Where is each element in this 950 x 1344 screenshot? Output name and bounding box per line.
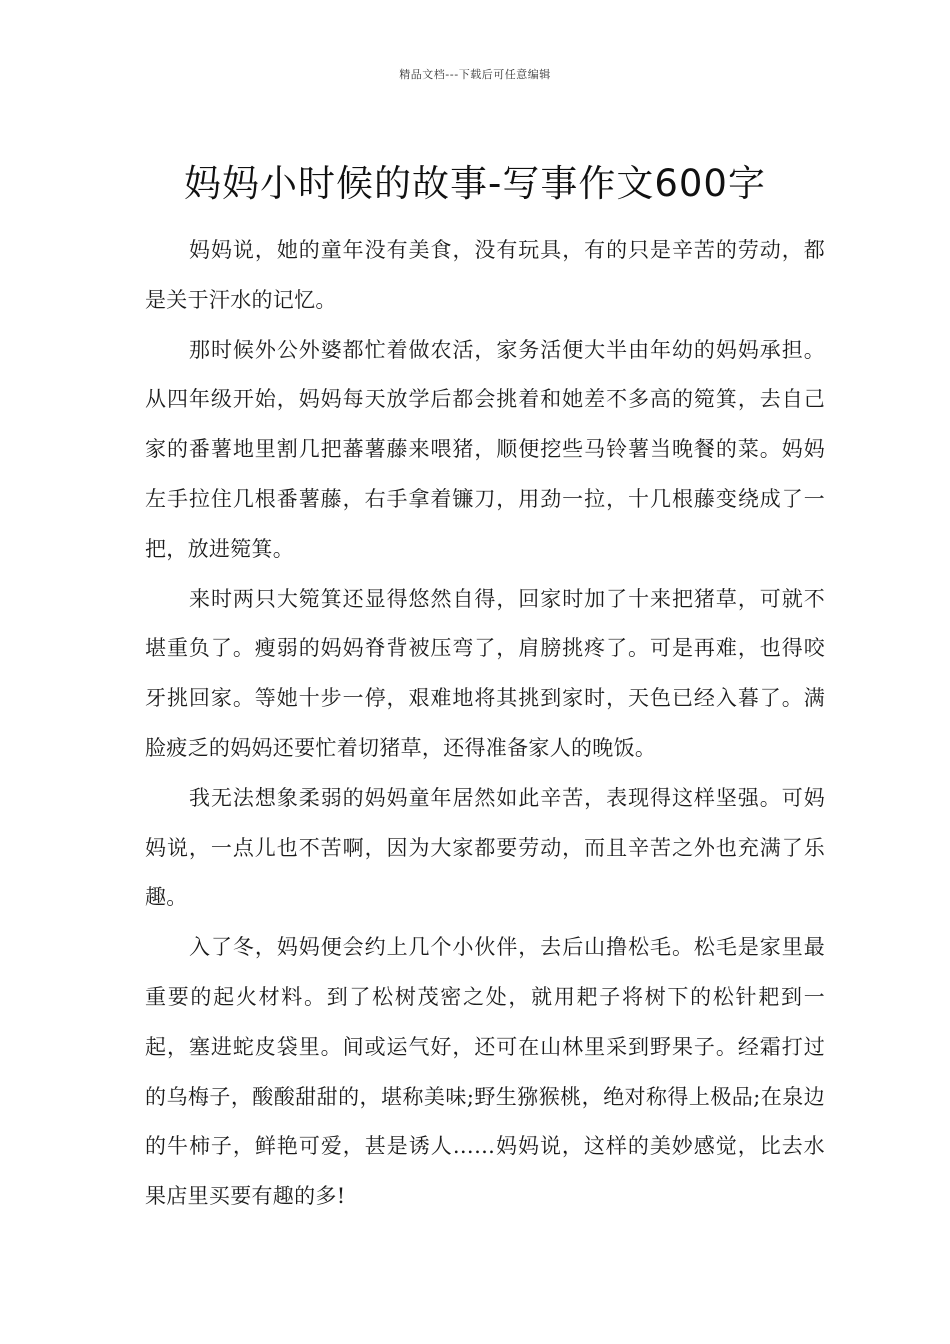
header-note: 精品文档---下载后可任意编辑 xyxy=(399,68,551,81)
paragraph-4: 我无法想象柔弱的妈妈童年居然如此辛苦，表现得这样坚强。可妈妈说，一点儿也不苦啊，因为大家都要劳动，而且辛苦之外也充满了乐趣。 xyxy=(145,785,825,910)
paragraph-1: 妈妈说，她的童年没有美食，没有玩具，有的只是辛苦的劳动，都是关于汗水的记忆。 xyxy=(145,238,825,312)
article-body xyxy=(145,226,825,1222)
paragraph-2: 那时候外公外婆都忙着做农活，家务活便大半由年幼的妈妈承担。从四年级开始，妈妈每天放学后都会挑着和她差不多高的箢箕，去自己家的番薯地里割几把蕃薯藤来喂猪，顺便挖些马铃薯当晚餐的菜。妈妈左手拉住几根番薯藤，右手拿着镰刀，用劲一拉，十几根藤变绕成了一把，放进箢箕。 xyxy=(145,337,825,561)
paragraph-5: 入了冬，妈妈便会约上几个小伙伴，去后山撸松毛。松毛是家里最重要的起火材料。到了松树茂密之处，就用耙子将树下的松针耙到一起，塞进蛇皮袋里。间或运气好，还可在山林里采到野果子。经霜打过的乌梅子，酸酸甜甜的，堪称美味;野生猕猴桃，绝对称得上极品;在泉边的牛柿子，鲜艳可爱，甚是诱人……妈妈说，这样的美妙感觉，比去水果店里买要有趣的多! xyxy=(145,935,825,1209)
page-title: 妈妈小时候的故事-写事作文600字 xyxy=(184,161,766,205)
paragraph-3: 来时两只大箢箕还显得悠然自得，回家时加了十来把猪草，可就不堪重负了。瘦弱的妈妈脊背被压弯了，肩膀挑疼了。可是再难，也得咬牙挑回家。等她十步一停，艰难地将其挑到家时，天色已经入暮了。满脸疲乏的妈妈还要忙着切猪草，还得准备家人的晚饭。 xyxy=(145,586,825,760)
